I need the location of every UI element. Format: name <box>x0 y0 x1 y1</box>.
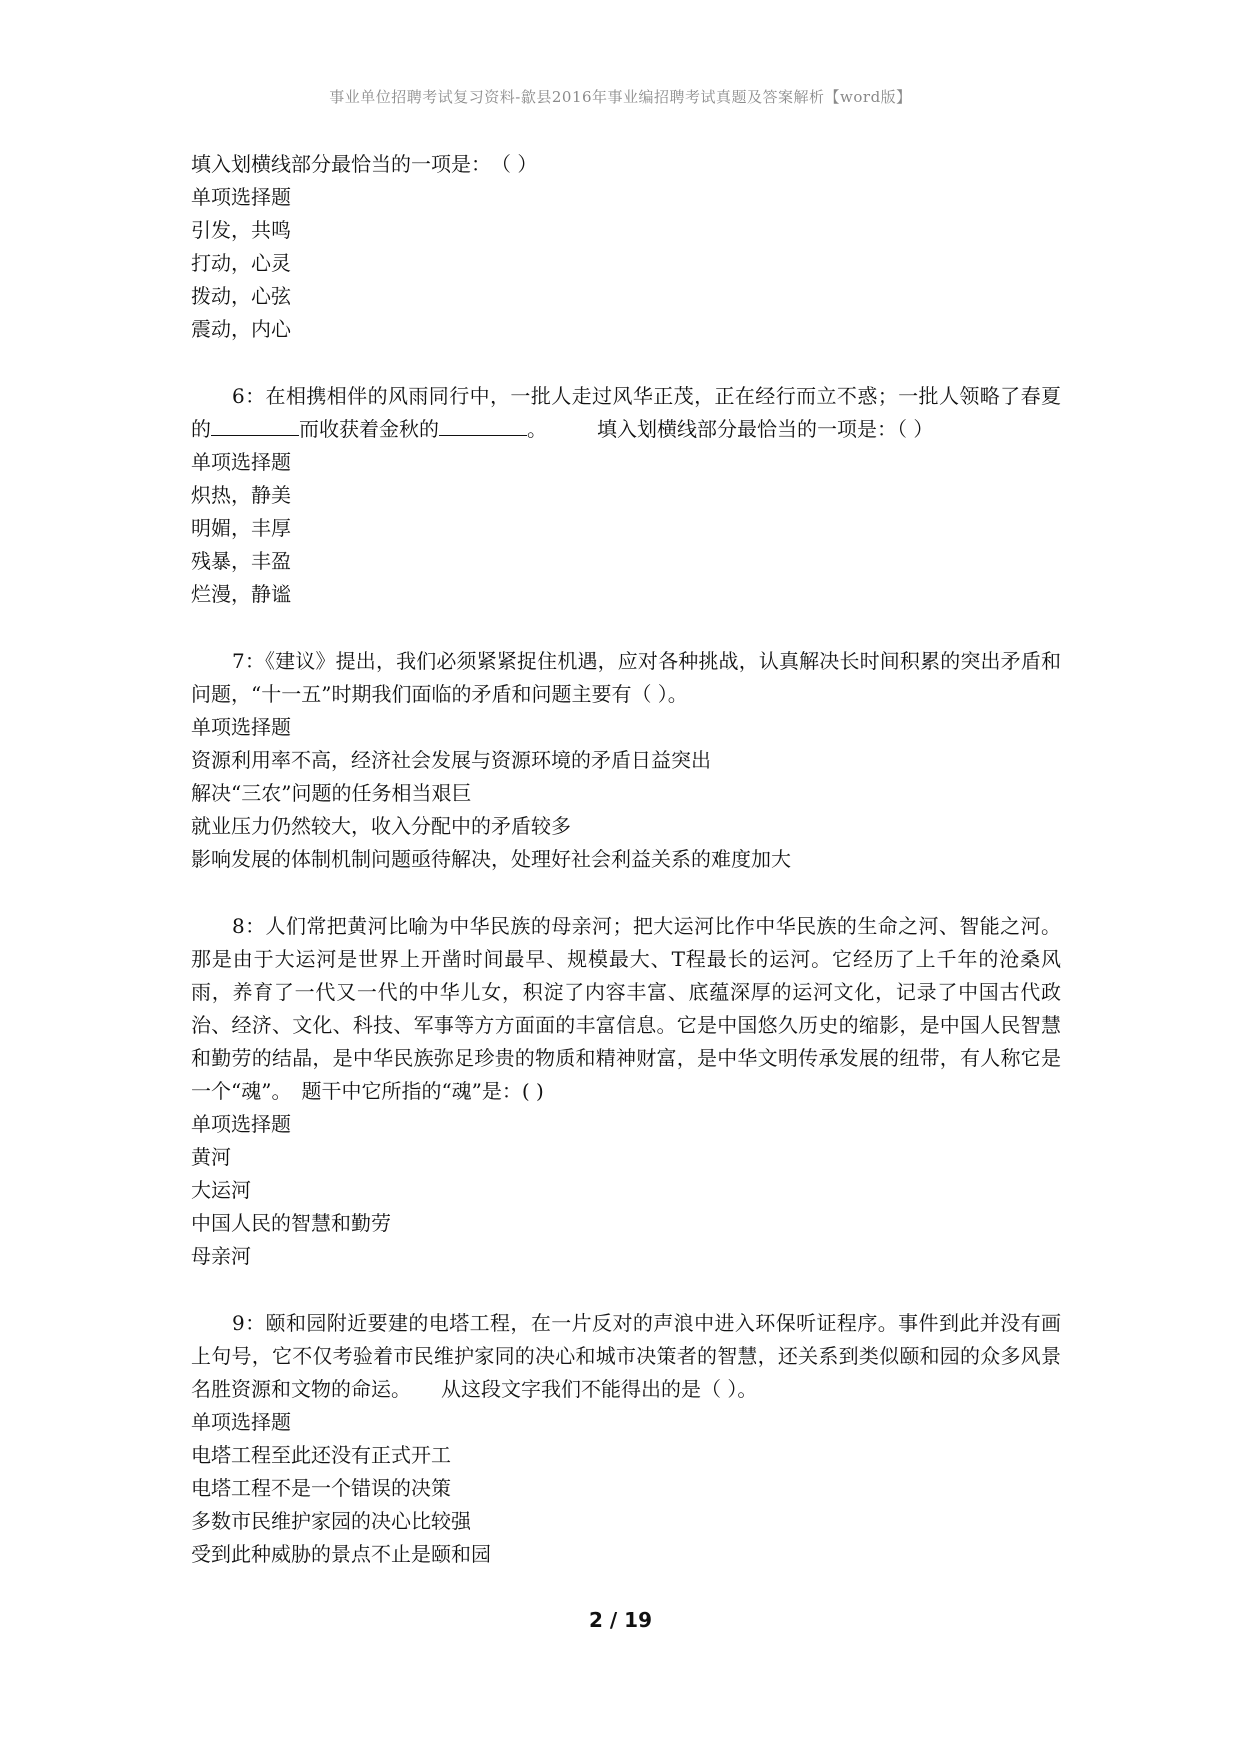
question-text: 7：《建议》提出，我们必须紧紧捉住机遇，应对各种挑战，认真解决长时间积累的突出矛盾和问题，“十一五”时期我们面临的矛盾和问题主要有（ ）。 <box>191 649 1061 706</box>
option: 明媚，丰厚 <box>191 516 291 540</box>
fill-blank <box>211 417 299 436</box>
question-prompt: 填入划横线部分最恰当的一项是： （ ） <box>191 152 538 176</box>
question-9 <box>191 1307 1061 1571</box>
option: 影响发展的体制机制问题亟待解决，处理好社会利益关系的难度加大 <box>191 847 791 871</box>
question-type: 单项选择题 <box>191 1112 291 1136</box>
option: 拨动，心弦 <box>191 284 291 308</box>
option: 烂漫，静谧 <box>191 582 291 606</box>
option: 受到此种威胁的景点不止是颐和园 <box>191 1542 491 1566</box>
option: 就业压力仍然较大，收入分配中的矛盾较多 <box>191 814 571 838</box>
question-text <box>191 380 1061 446</box>
page-number: 2 / 19 <box>589 1608 652 1632</box>
question-type: 单项选择题 <box>191 1410 291 1434</box>
question-8 <box>191 910 1061 1273</box>
page-content <box>191 148 1061 1571</box>
question-type: 单项选择题 <box>191 185 291 209</box>
option: 资源利用率不高，经济社会发展与资源环境的矛盾日益突出 <box>191 748 711 772</box>
option: 解决“三农”问题的任务相当艰巨 <box>191 781 472 805</box>
question-text: 8：人们常把黄河比喻为中华民族的母亲河；把大运河比作中华民族的生命之河、智能之河。那是由于大运河是世界上开凿时间最早、规模最大、T程最长的运河。它经历了上千年的沧桑风雨，养育了一代又一代的中华儿女，积淀了内容丰富、底蕴深厚的运河文化，记录了中国古代政治、经济、文化、科技、军事等方方面面的丰富信息。它是中国悠久历史的缩影，是中国人民智慧和勤劳的结晶，是中华民族弥足珍贵的物质和精神财富，是中华文明传承发展的纽带，有人称它是一个“魂”。 题干中它所指的“魂”是：( ) <box>191 914 1061 1103</box>
question-text-part: 而收获着金秋的 <box>299 417 439 441</box>
question-text: 9：颐和园附近要建的电塔工程，在一片反对的声浪中进入环保听证程序。事件到此并没有画上句号，它不仅考验着市民维护家同的决心和城市决策者的智慧，还关系到类似颐和园的众多风景名胜资源和文物的命运。 从这段文字我们不能得出的是（ ）。 <box>191 1311 1061 1401</box>
option: 引发，共鸣 <box>191 218 291 242</box>
option: 母亲河 <box>191 1244 251 1268</box>
option: 大运河 <box>191 1178 251 1202</box>
page-header: 事业单位招聘考试复习资料-歙县2016年事业编招聘考试真题及答案解析【word版】 <box>329 88 912 106</box>
option: 电塔工程至此还没有正式开工 <box>191 1443 451 1467</box>
option: 电塔工程不是一个错误的决策 <box>191 1476 451 1500</box>
question-type: 单项选择题 <box>191 450 291 474</box>
option: 炽热，静美 <box>191 483 291 507</box>
option: 残暴，丰盈 <box>191 549 291 573</box>
question-type: 单项选择题 <box>191 715 291 739</box>
option: 多数市民维护家园的决心比较强 <box>191 1509 471 1533</box>
fill-blank <box>439 417 527 436</box>
option: 中国人民的智慧和勤劳 <box>191 1211 391 1235</box>
question-text-part: 。 填入划横线部分最恰当的一项是：（ ） <box>527 417 934 441</box>
question-5 <box>191 148 1061 346</box>
question-6 <box>191 380 1061 611</box>
question-text-part: 6：在相携相伴的风雨同行中，一批人走过风华正茂，正在经行而立不惑；一批人领略了春夏的 <box>191 384 1061 441</box>
option: 打动，心灵 <box>191 251 291 275</box>
option: 黄河 <box>191 1145 231 1169</box>
option: 震动，内心 <box>191 317 291 341</box>
question-7 <box>191 645 1061 876</box>
